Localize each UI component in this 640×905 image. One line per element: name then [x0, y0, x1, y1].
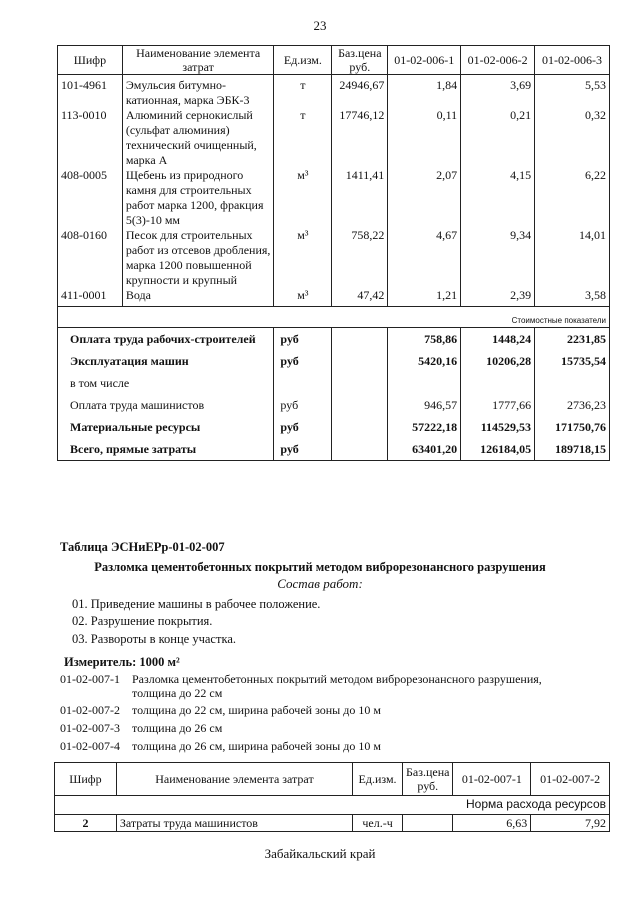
cell-value: 4,67: [388, 228, 461, 288]
composition-title: Состав работ:: [277, 576, 363, 591]
summary-value: 126184,05: [461, 438, 535, 461]
table-row: [58, 108, 610, 168]
col-header-norm-2: 01-02-006-2: [461, 46, 535, 75]
summary-label: Эксплуатация машин: [58, 350, 274, 372]
cost-indicators-note: Стоимостные показатели: [58, 307, 610, 328]
work-item: 03. Развороты в конце участка.: [72, 632, 236, 646]
cell-value: 3,69: [461, 75, 535, 109]
cell-value: 2,39: [461, 288, 535, 307]
summary-value: 189718,15: [535, 438, 610, 461]
summary-label: Оплата труда рабочих-строителей: [58, 328, 274, 351]
summary-label: Всего, прямые затраты: [58, 438, 274, 461]
cell-value: 2,07: [388, 168, 461, 228]
col-header-norm-1: 01-02-006-1: [388, 46, 461, 75]
summary-empty: [332, 350, 388, 372]
norm-code: 01-02-007-1: [60, 672, 120, 686]
summary-value: 114529,53: [461, 416, 535, 438]
cell-code: 411-0001: [58, 288, 123, 307]
norm-description: Разломка цементобетонных покрытий методом виброрезонансного разрушения,: [132, 672, 542, 686]
summary-value: 758,86: [388, 328, 461, 351]
cell-price: 1411,41: [332, 168, 388, 228]
summary-value: [461, 372, 535, 394]
cell-unit: т: [274, 75, 332, 109]
summary-unit: руб: [274, 328, 332, 351]
summary-value: [535, 372, 610, 394]
cell-unit: м³: [274, 228, 332, 288]
summary-value: 1448,24: [461, 328, 535, 351]
table-row: [55, 815, 610, 832]
work-item: 02. Разрушение покрытия.: [72, 614, 213, 628]
cell-code: 2: [55, 815, 117, 832]
norm-code: 01-02-007-4: [60, 739, 120, 753]
norm-code: 01-02-007-2: [60, 703, 120, 717]
cell-value: 14,01: [535, 228, 610, 288]
col-header-price: Баз.цена руб.: [332, 46, 388, 75]
summary-unit: руб: [274, 350, 332, 372]
summary-label: Материальные ресурсы: [58, 416, 274, 438]
summary-value: 57222,18: [388, 416, 461, 438]
cell-value: 9,34: [461, 228, 535, 288]
cell-name: Щебень из природного камня для строительных работ марка 1200, фракция 5(3)-10 мм: [122, 168, 274, 228]
cell-unit: чел.-ч: [353, 815, 403, 832]
cell-value: 7,92: [531, 815, 610, 832]
cell-name: Алюминий сернокислый (сульфат алюминия) технический очищенный, марка А: [122, 108, 274, 168]
cell-value: 0,32: [535, 108, 610, 168]
cell-price: 758,22: [332, 228, 388, 288]
table-row: [58, 288, 610, 307]
resources-table-006: [57, 45, 610, 461]
cell-value: 6,22: [535, 168, 610, 228]
cell-unit: м³: [274, 288, 332, 307]
summary-value: 63401,20: [388, 438, 461, 461]
cell-code: 113-0010: [58, 108, 123, 168]
cell-unit: м³: [274, 168, 332, 228]
section-heading: Разломка цементобетонных покрытий методом виброрезонансного разрушения: [94, 560, 546, 574]
summary-empty: [332, 394, 388, 416]
summary-empty: [332, 372, 388, 394]
summary-empty: [332, 328, 388, 351]
cell-value: 1,21: [388, 288, 461, 307]
col-header-price: Баз.цена руб.: [403, 763, 453, 796]
col-header-norm-2: 01-02-007-2: [531, 763, 610, 796]
norm-code: 01-02-007-3: [60, 721, 120, 735]
summary-unit: руб: [274, 394, 332, 416]
cell-value: 1,84: [388, 75, 461, 109]
cell-price: 17746,12: [332, 108, 388, 168]
summary-unit: руб: [274, 416, 332, 438]
measure-unit: Измеритель: 1000 м²: [64, 655, 180, 669]
cost-indicators-row: [58, 307, 610, 328]
norm-description: толщина до 26 см, ширина рабочей зоны до 10 м: [132, 739, 381, 753]
cell-name: Затраты труда машинистов: [116, 815, 352, 832]
col-header-norm-3: 01-02-006-3: [535, 46, 610, 75]
page-number: 23: [313, 18, 327, 33]
col-header-code: Шифр: [55, 763, 117, 796]
cell-value: 5,53: [535, 75, 610, 109]
cell-value: 6,63: [453, 815, 531, 832]
table-header-row: [55, 763, 610, 796]
col-header-code: Шифр: [58, 46, 123, 75]
col-header-norm-1: 01-02-007-1: [453, 763, 531, 796]
col-header-unit: Ед.изм.: [353, 763, 403, 796]
norm-description: толщина до 22 см, ширина рабочей зоны до 10 м: [132, 703, 381, 717]
cell-name: Песок для строительных работ из отсевов дробления, марка 1200 повышенной крупности и крупный: [122, 228, 274, 288]
cell-name: Вода: [122, 288, 274, 307]
page-footer: Забайкальский край: [264, 846, 376, 861]
cell-code: 101-4961: [58, 75, 123, 109]
cell-price: 47,42: [332, 288, 388, 307]
cell-unit: т: [274, 108, 332, 168]
summary-row: [58, 394, 610, 416]
cell-price: 24946,67: [332, 75, 388, 109]
cell-name: Эмульсия битумно-катионная, марка ЭБК-3: [122, 75, 274, 109]
summary-label: в том числе: [58, 372, 274, 394]
summary-label: Оплата труда машинистов: [58, 394, 274, 416]
norm-description-cont: толщина до 22 см: [132, 686, 223, 700]
resource-norm-note: Норма расхода ресурсов: [55, 796, 610, 815]
cell-value: 3,58: [535, 288, 610, 307]
summary-row: [58, 372, 610, 394]
cell-code: 408-0160: [58, 228, 123, 288]
col-header-unit: Ед.изм.: [274, 46, 332, 75]
summary-unit: [274, 372, 332, 394]
table-title: Таблица ЭСНиЕРр-01-02-007: [60, 540, 225, 554]
table-row: [58, 228, 610, 288]
cell-code: 408-0005: [58, 168, 123, 228]
resource-norm-row: [55, 796, 610, 815]
summary-value: 171750,76: [535, 416, 610, 438]
summary-row: [58, 438, 610, 461]
summary-row: [58, 350, 610, 372]
resources-table-007: [54, 762, 610, 832]
summary-unit: руб: [274, 438, 332, 461]
summary-value: 946,57: [388, 394, 461, 416]
summary-row: [58, 328, 610, 351]
cell-price: [403, 815, 453, 832]
cell-value: 0,11: [388, 108, 461, 168]
summary-empty: [332, 438, 388, 461]
cell-value: 0,21: [461, 108, 535, 168]
summary-value: 5420,16: [388, 350, 461, 372]
col-header-name: Наименование элемента затрат: [116, 763, 352, 796]
norm-description: толщина до 26 см: [132, 721, 223, 735]
table-row: [58, 75, 610, 109]
summary-value: 10206,28: [461, 350, 535, 372]
table-row: [58, 168, 610, 228]
summary-value: 1777,66: [461, 394, 535, 416]
col-header-name: Наименование элемента затрат: [122, 46, 274, 75]
summary-row: [58, 416, 610, 438]
cell-value: 4,15: [461, 168, 535, 228]
summary-empty: [332, 416, 388, 438]
work-item: 01. Приведение машины в рабочее положение.: [72, 597, 321, 611]
summary-value: 15735,54: [535, 350, 610, 372]
summary-value: 2736,23: [535, 394, 610, 416]
summary-value: [388, 372, 461, 394]
summary-value: 2231,85: [535, 328, 610, 351]
table-header-row: [58, 46, 610, 75]
